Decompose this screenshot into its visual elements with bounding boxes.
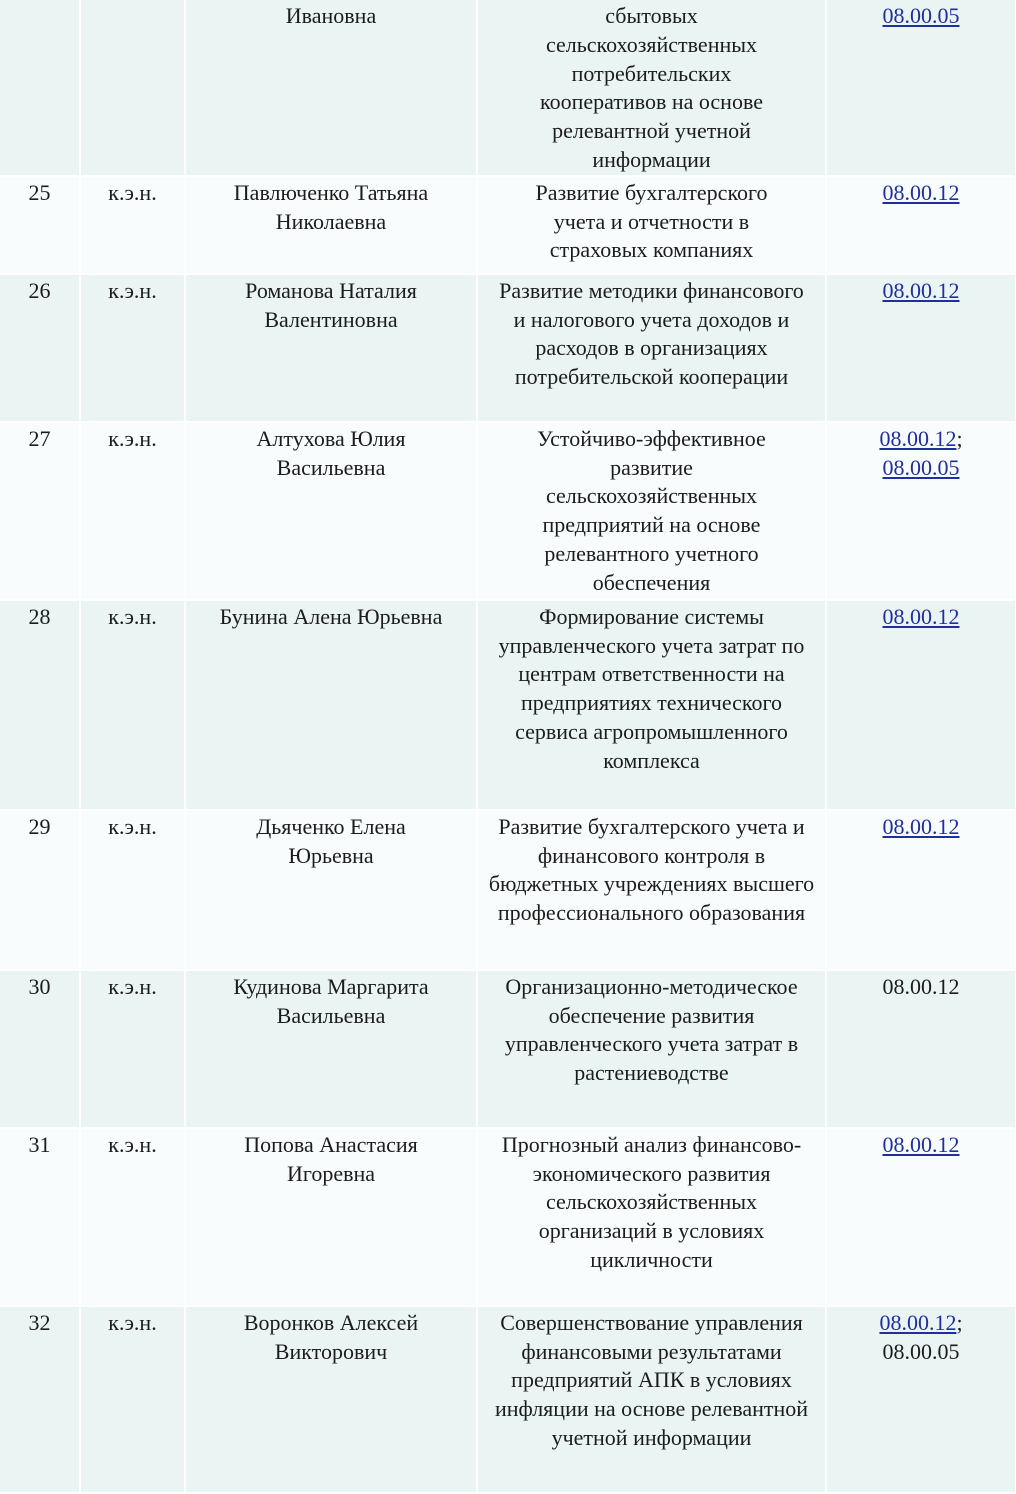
row-number: 26: [0, 274, 80, 422]
author-name: Ивановна: [185, 0, 477, 176]
specialty-codes: [826, 1128, 1016, 1306]
academic-degree: к.э.н.: [80, 422, 185, 600]
row-number: 25: [0, 176, 80, 274]
specialty-code-link[interactable]: 08.00.12: [879, 425, 957, 451]
specialty-code-link[interactable]: 08.00.12: [882, 813, 960, 839]
table-row: [0, 1128, 1016, 1306]
specialty-code: 08.00.05: [882, 1338, 960, 1364]
academic-degree: к.э.н.: [80, 1306, 185, 1493]
row-number: 31: [0, 1128, 80, 1306]
row-number: 32: [0, 1306, 80, 1493]
specialty-codes: [826, 274, 1016, 422]
specialty-codes: [826, 970, 1016, 1128]
table-row: [0, 176, 1016, 274]
code-separator: ;: [956, 425, 963, 451]
academic-degree: к.э.н.: [80, 176, 185, 274]
specialty-code-link[interactable]: 08.00.12: [882, 179, 960, 205]
specialty-codes: [826, 176, 1016, 274]
specialty-codes: [826, 422, 1016, 600]
academic-degree: [80, 0, 185, 176]
specialty-codes: [826, 810, 1016, 970]
dissertation-topic: Формирование системы управленческого учета затрат по центрам ответственности на предприятиях технического сервиса агропромышленного комплекса: [477, 600, 826, 810]
table-row: [0, 422, 1016, 600]
author-name: Бунина Алена Юрьевна: [185, 600, 477, 810]
dissertation-topic: Развитие методики финансового и налогового учета доходов и расходов в организациях потребительской кооперации: [477, 274, 826, 422]
dissertation-topic: Развитие бухгалтерского учета и отчетности в страховых компаниях: [477, 176, 826, 274]
row-number: 29: [0, 810, 80, 970]
specialty-codes: [826, 600, 1016, 810]
dissertation-topic: Развитие бухгалтерского учета и финансового контроля в бюджетных учреждениях высшего профессионального образования: [477, 810, 826, 970]
author-name: Попова Анастасия Игоревна: [185, 1128, 477, 1306]
author-name: Дьяченко Елена Юрьевна: [185, 810, 477, 970]
specialty-code-link[interactable]: 08.00.12: [882, 1131, 960, 1157]
table-row: [0, 810, 1016, 970]
specialty-codes: [826, 0, 1016, 176]
academic-degree: к.э.н.: [80, 810, 185, 970]
code-separator: ;: [956, 1309, 963, 1335]
row-number: 27: [0, 422, 80, 600]
author-name: Воронков Алексей Викторович: [185, 1306, 477, 1493]
academic-degree: к.э.н.: [80, 274, 185, 422]
row-number: 28: [0, 600, 80, 810]
specialty-code-link[interactable]: 08.00.05: [882, 3, 960, 28]
author-name: Павлюченко Татьяна Николаевна: [185, 176, 477, 274]
table-row: [0, 0, 1016, 176]
specialty-code: 08.00.12: [882, 973, 960, 999]
table-row: [0, 1306, 1016, 1493]
author-name: Алтухова Юлия Васильевна: [185, 422, 477, 600]
specialty-code-link[interactable]: 08.00.05: [882, 454, 960, 480]
table-row: [0, 600, 1016, 810]
author-name: Романова Наталия Валентиновна: [185, 274, 477, 422]
row-number: [0, 0, 80, 176]
dissertation-topic: Совершенствование управления финансовыми результатами предприятий АПК в условиях инфляции на основе релевантной учетной информации: [477, 1306, 826, 1493]
dissertation-topic: Прогнозный анализ финансово-экономического развития сельскохозяйственных организаций в условиях цикличности: [477, 1128, 826, 1306]
table-row: [0, 970, 1016, 1128]
academic-degree: к.э.н.: [80, 970, 185, 1128]
specialty-code-link[interactable]: 08.00.12: [879, 1309, 957, 1335]
specialty-codes: [826, 1306, 1016, 1493]
specialty-code-link[interactable]: 08.00.12: [882, 277, 960, 303]
specialty-code-link[interactable]: 08.00.12: [882, 603, 960, 629]
author-name: Кудинова Маргарита Васильевна: [185, 970, 477, 1128]
table-row: [0, 274, 1016, 422]
dissertation-topic: сбытовых сельскохозяйственных потребительских кооперативов на основе релевантной учетной информации: [477, 0, 826, 176]
academic-degree: к.э.н.: [80, 600, 185, 810]
dissertation-topic: Организационно-методическое обеспечение развития управленческого учета затрат в растениеводстве: [477, 970, 826, 1128]
dissertation-topic: Устойчиво-эффективное развитие сельскохозяйственных предприятий на основе релевантного учетного обеспечения: [477, 422, 826, 600]
academic-degree: к.э.н.: [80, 1128, 185, 1306]
row-number: 30: [0, 970, 80, 1128]
